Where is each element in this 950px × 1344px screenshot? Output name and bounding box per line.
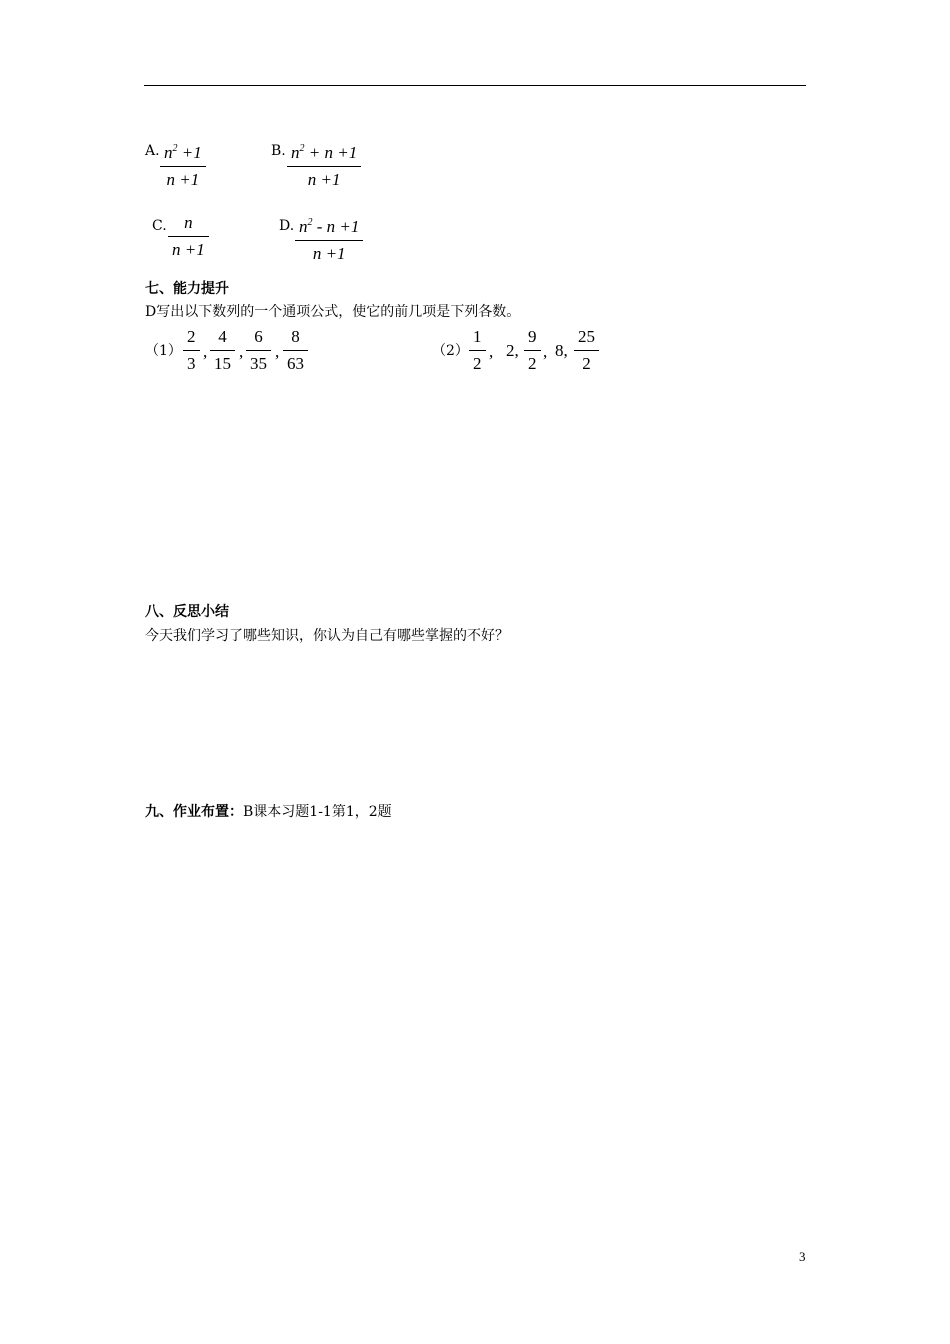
q2-f3-den: 2 [528, 354, 537, 373]
q1-fraction-1 [183, 327, 200, 374]
choice-b-fraction [287, 139, 361, 190]
choice-a-num-rest: +1 [177, 143, 202, 162]
choice-d-num-exp: 2 [307, 217, 313, 228]
section9-text: B课本习题1-1第1，2题 [243, 804, 392, 820]
q1-fraction-4 [283, 327, 308, 374]
q2-f5-num: 25 [578, 327, 595, 346]
choice-b-num-exp: 2 [299, 143, 305, 154]
choice-d-num-base: n [299, 217, 308, 236]
q1-f4-num: 8 [291, 327, 300, 346]
header-rule [144, 85, 806, 86]
section9-colon: ： [229, 804, 243, 820]
choice-a-num-exp: 2 [172, 143, 178, 154]
choice-c-label: C. [152, 218, 167, 234]
choice-a-den: n +1 [166, 170, 200, 189]
q1-f2-num: 4 [218, 327, 227, 346]
q2-term-4: 8, [555, 341, 568, 360]
choice-a-label: A. [145, 143, 160, 159]
choice-d-num-rest: - n +1 [312, 217, 360, 236]
q2-fraction-1 [469, 327, 486, 374]
q1-fraction-2 [210, 327, 235, 374]
q1-f1-num: 2 [187, 327, 196, 346]
q2-label: （2） [432, 343, 469, 359]
choice-a-num-base: n [164, 143, 173, 162]
choice-a-fraction [160, 139, 206, 190]
q2-fraction-3 [524, 327, 541, 374]
section7-prompt: D写出以下数列的一个通项公式，使它的前几项是下列各数。 [145, 304, 521, 320]
choice-c-fraction [168, 213, 209, 260]
q1-f1-den: 3 [187, 354, 196, 373]
choice-d-label: D. [279, 218, 295, 234]
q2-f3-num: 9 [528, 327, 537, 346]
q1-f3-num: 6 [254, 327, 263, 346]
choice-d-fraction [295, 213, 363, 264]
section8-text: 今天我们学习了哪些知识，你认为自己有哪些掌握的不好？ [145, 628, 509, 644]
choice-b-label: B. [271, 143, 286, 159]
choice-c-den: n +1 [172, 240, 205, 259]
choice-c-num: n [184, 213, 193, 232]
choice-b-num-rest: + n +1 [304, 143, 358, 162]
choice-b-den: n +1 [307, 170, 341, 189]
q1-f4-den: 63 [287, 354, 304, 373]
q1-label: （1） [145, 343, 182, 359]
q1-f3-den: 35 [250, 354, 267, 373]
section9-line [145, 801, 392, 821]
section9-heading: 九、作业布置 [145, 804, 229, 820]
page-number: 3 [799, 1249, 806, 1264]
q2-fraction-5 [574, 327, 599, 374]
q2-f1-num: 1 [473, 327, 482, 346]
choice-d-den: n +1 [312, 244, 346, 263]
q2-term-2: 2, [506, 341, 519, 360]
q2-f1-den: 2 [473, 354, 482, 373]
section7-heading: 七、能力提升 [145, 281, 229, 297]
section8-heading: 八、反思小结 [145, 604, 229, 620]
q2-f5-den: 2 [582, 354, 591, 373]
q1-f2-den: 15 [214, 354, 231, 373]
q1-fraction-3 [246, 327, 271, 374]
choice-b-num-base: n [291, 143, 300, 162]
